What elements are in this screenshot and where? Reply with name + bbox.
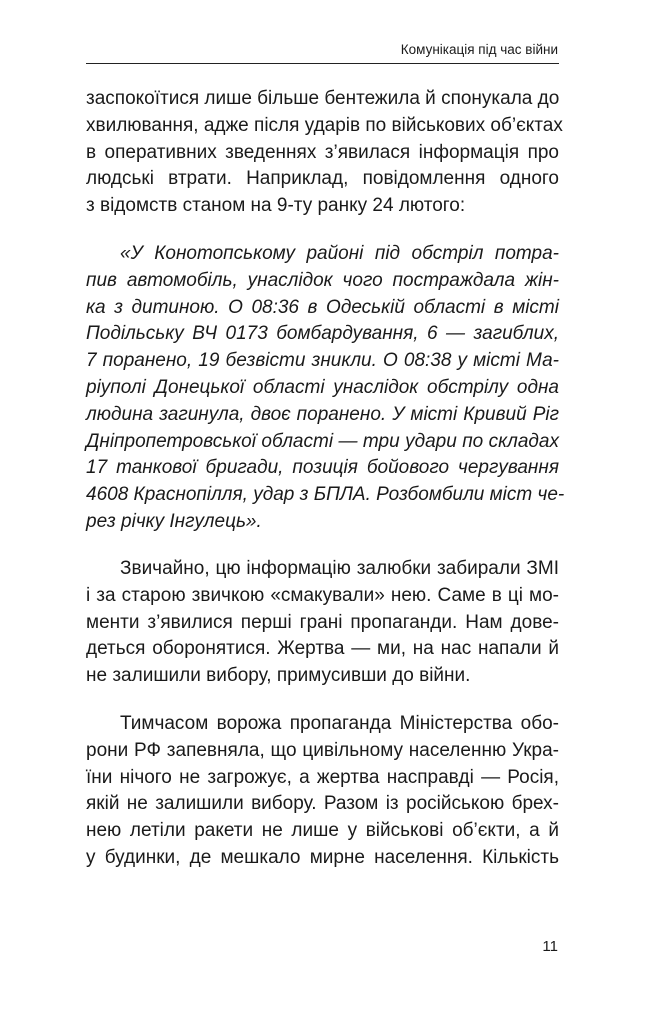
quote-line: Дніпропетровської області — три удари по складах: [86, 430, 559, 452]
quote-line: пив автомобіль, унаслідок чого постраждала жін-: [86, 269, 559, 291]
text-line: Звичайно, цю інформацію залюбки забирали ЗМІ: [120, 558, 559, 579]
quote-block: [86, 241, 565, 536]
quote-line: 4608 Краснопілля, удар з БПЛА. Розбомбили міст че-: [86, 484, 565, 506]
text-line: у будинки, де мешкало мирне населення. Кількість: [86, 846, 559, 868]
text-line: якій не залишили вибору. Разом із російською брех-: [86, 793, 559, 815]
text-line: не залишили вибору, примусивши до війни.: [86, 665, 471, 687]
text-line: їни нічого не загрожує, а жертва насправді — Росія,: [86, 766, 559, 788]
text-line: нею летіли ракети не лише у військові об’єкти, а й: [86, 820, 559, 842]
text-line: заспокоїтися лише більше бентежила й спонукала до: [86, 88, 560, 109]
running-head: Комунікація під час війни: [400, 42, 558, 57]
text-line: Тимчасом ворожа пропаганда Міністерства обо-: [120, 713, 559, 734]
quote-line: рез річку Інгулець».: [86, 510, 262, 532]
text-line: хвилювання, адже після ударів по військових об’єктах: [86, 114, 563, 136]
text-line: і за старою звичкою «смакували» нею. Саме в ці мо-: [86, 584, 559, 606]
text-line: деться оборонятися. Жертва — ми, на нас напали й: [86, 638, 559, 660]
header-rule: [86, 63, 559, 64]
quote-line: ка з дитиною. О 08:36 в Одеській області в місті: [86, 296, 559, 318]
paragraph-1: [86, 86, 563, 220]
quote-line: ріуполі Донецької області унаслідок обстрілу одна: [86, 376, 559, 398]
text-line: в оперативних зведеннях з’явилася інформація про: [86, 141, 559, 163]
paragraph-4: [86, 711, 559, 872]
quote-line: «У Конотопському районі під обстріл потра-: [120, 243, 559, 264]
quote-line: людина загинула, двоє поранено. У місті Кривий Ріг: [86, 403, 559, 425]
quote-line: 17 танкової бригади, позиція бойового чергування: [86, 457, 559, 479]
quote-line: Подільську ВЧ 0173 бомбардування, 6 — загиблих,: [86, 323, 559, 345]
text-line: рони РФ запевняла, що цивільному населенню Укра-: [86, 739, 559, 761]
page-number: 11: [542, 938, 558, 955]
text-line: менти з’явилися перші грані пропаганди. Нам дове-: [86, 611, 559, 633]
text-line: людські втрати. Наприклад, повідомлення одного: [86, 168, 559, 190]
paragraph-3: [86, 556, 559, 690]
quote-line: 7 поранено, 19 безвісти зникли. О 08:38 у місті Ма-: [86, 350, 559, 372]
text-line: з відомств станом на 9-ту ранку 24 лютого:: [86, 195, 466, 217]
